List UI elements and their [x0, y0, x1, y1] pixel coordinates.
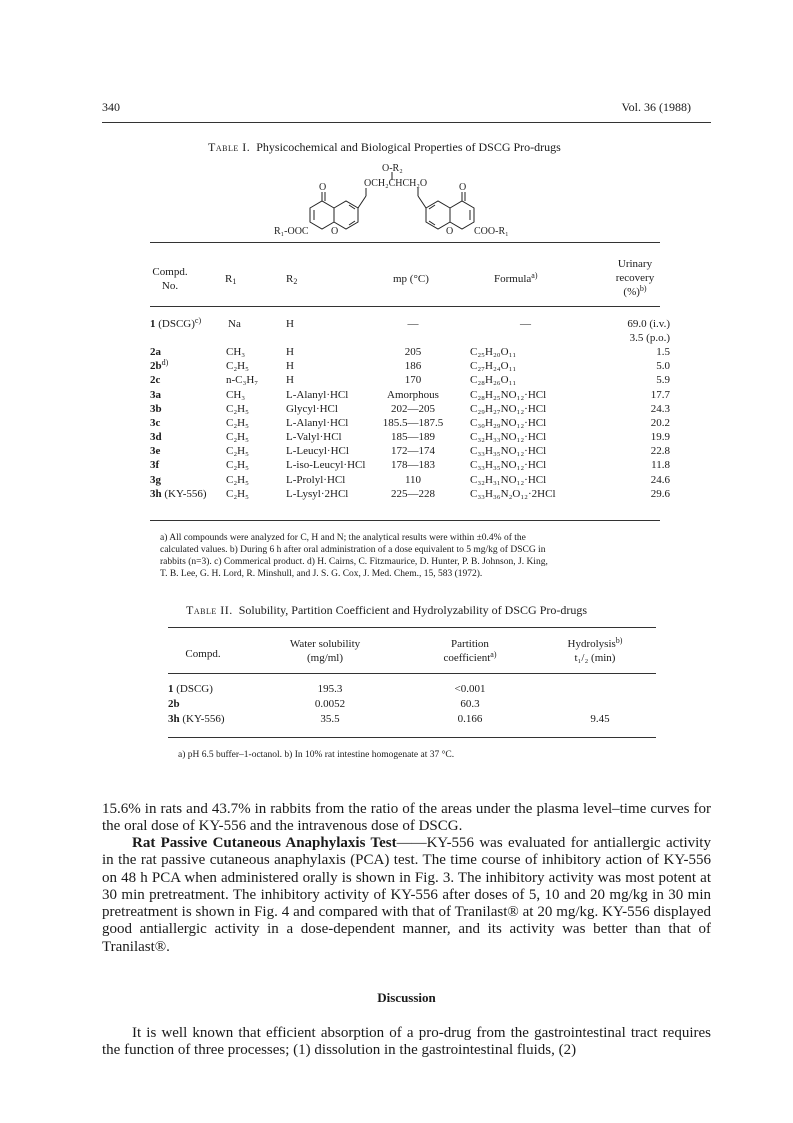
right-benzene-ring	[426, 201, 450, 229]
table2-header-water: Water solubility (mg/ml)	[289, 638, 361, 664]
table2-row-partition: <0.001	[454, 683, 486, 695]
table1-row-urinary: 17.7	[650, 389, 670, 401]
table1-row-r2: L-Valyl·HCl	[286, 431, 342, 443]
table1-row-r2: H	[286, 374, 294, 386]
table1-row-urinary: 19.9	[650, 431, 670, 443]
right-ring-oxygen: O	[446, 226, 454, 237]
table1-row-compd	[150, 459, 159, 472]
chemical-structure	[270, 160, 550, 240]
paragraph-1: 15.6% in rats and 43.7% in rabbits from the ratio of the areas under the plasma level–time curves for the oral dose of KY-556 and the intravenous dose of DSCG.	[102, 801, 711, 835]
compd-number: 3g	[150, 474, 161, 486]
table1-row-mp: 185.5—187.5	[382, 417, 444, 429]
table1-row-urinary: 20.2	[650, 417, 670, 429]
table1-row-compd	[150, 318, 201, 331]
paragraph-2-text: ——KY-556 was evaluated for antiallergic activity in the rat passive cutaneous anaphylaxis (PCA) test. The time course of inhibitory action of KY-556 on 48 h PCA when administered orally is shown in Fig. 3. The inhibitory activity was most potent at 30 min pretreatment. The inhibitory activity of KY-556 after doses of 5, 10 and 20 mg/kg in 30 min pretreatment is shown in Fig. 4 and compared with that of Tranilast® at 20 mg/kg. KY-556 displayed good antiallergic activity in a dose-dependent manner, and its activity was better than that of Tranilast®.	[102, 835, 711, 955]
table1-row-formula: C₃₂H₃₃NO₁₂·HCl	[470, 431, 547, 443]
table1-row-formula: C₃₃H₃₅NO₁₂·HCl	[470, 459, 547, 471]
table1-row-urinary-oral: 3.5 (p.o.)	[629, 332, 670, 344]
table2-bottom-rule	[168, 737, 656, 738]
table1-row-mp: 178—183	[391, 459, 435, 471]
table1-row-mp: 185—189	[391, 431, 435, 443]
table1-row-r1: Na	[228, 318, 241, 330]
table1-row-formula: C₃₃H₃₆N₂O₁₂·2HCl	[470, 488, 556, 500]
table1-footnote: a) All compounds were analyzed for C, H and N; the analytical results were within ±0.4% of the calculated values. b) During 6 h after oral administration of a dose equivalent to 5 mg/kg of DSCG in rabbits (n=3). c) Commerical product. d) H. Cairns, C. Fitzmaurice, D. Hunter, P. B. Johnson, J. King, T. B. Lee, G. H. Lord, R. Minshull, and J. S. G. Cox, J. Med. Chem., 15, 583 (1972).	[160, 533, 548, 579]
table1-header-rule	[150, 306, 660, 307]
table1-row-mp: —	[407, 318, 419, 330]
compd-number: 3b	[150, 403, 162, 415]
table2-label: Table II.	[186, 603, 233, 617]
compd-number: 3h	[168, 713, 180, 725]
table1-row-urinary: 1.5	[656, 346, 670, 358]
compd-number: 1	[150, 318, 156, 330]
paragraph-3: It is well known that efficient absorption of a pro-drug from the gastrointestinal tract requires the function of three processes; (1) dissolution in the gastrointestinal fluids, (2)	[102, 1025, 711, 1059]
compd-number: 3h	[150, 488, 162, 500]
compd-suffix: (DSCG)	[173, 683, 213, 695]
structure-drawing	[270, 160, 550, 240]
compd-number: 2c	[150, 374, 161, 386]
table1-row-r2: Glycyl·HCl	[286, 403, 338, 415]
table1-row-mp: 225—228	[391, 488, 435, 500]
table1-row-urinary: 11.8	[651, 459, 670, 471]
table2-row-compd	[168, 713, 225, 726]
compd-number: 3a	[150, 389, 161, 401]
table1-row-compd	[150, 360, 168, 373]
table1-row-r2: L-iso-Leucyl·HCl	[286, 459, 366, 471]
compd-number: 2b	[168, 698, 180, 710]
table1-row-mp: 110	[404, 474, 422, 486]
table2-header-rule	[168, 673, 656, 674]
table1-row-mp: 172—174	[391, 445, 435, 457]
table1-row-mp: 205	[404, 346, 422, 358]
table1-row-r2: H	[286, 346, 294, 358]
compd-suffix: (KY-556)	[179, 713, 225, 725]
table1-row-compd	[150, 403, 162, 416]
table1-row-formula: C₂₈H₂₅NO₁₂·HCl	[470, 389, 547, 401]
table1-row-compd	[150, 346, 161, 359]
table1-row-r1: CH₃	[226, 389, 246, 401]
table2-header-compd: Compd.	[185, 648, 221, 660]
table1-row-compd	[150, 431, 162, 444]
table1-row-urinary: 5.0	[656, 360, 670, 372]
table2-caption	[186, 603, 587, 618]
table2-header-hydrolysis: Hydrolysis$^{b)}$ t₁/₂ (min)	[567, 636, 623, 664]
table1-row-urinary: 24.6	[650, 474, 670, 486]
left-ester-label: R₁-OOC	[274, 226, 309, 237]
table1-row-formula: C₂₈H₂₆O₁₁	[470, 374, 517, 386]
left-carbonyl-o: O	[319, 182, 327, 193]
paragraph-2-heading: Rat Passive Cutaneous Anaphylaxis Test	[132, 835, 397, 851]
table1-row-r2: H	[286, 318, 294, 330]
table1-row-mp: 170	[404, 374, 422, 386]
paragraph-2	[102, 835, 711, 956]
table1-row-compd	[150, 389, 161, 402]
table1-row-r2: L-Alanyl·HCl	[286, 417, 349, 429]
table1-row-formula: C₂₅H₂₀O₁₁	[470, 346, 517, 358]
table1-row-mp: 202—205	[391, 403, 435, 415]
table1-header-formula: Formula$^{a)}$	[494, 271, 538, 285]
page-number: 340	[102, 100, 120, 114]
left-ring-oxygen: O	[331, 226, 339, 237]
compd-suffix: (DSCG)	[155, 318, 195, 330]
table2-header-partition: Partition coefficient$^{a)}$	[443, 638, 497, 664]
table1-row-r1: C₂H₅	[226, 459, 249, 471]
compd-number: 2b	[150, 360, 162, 372]
table1-row-r2: L-Leucyl·HCl	[286, 445, 349, 457]
table2-row-water: 195.3	[317, 683, 343, 695]
table1-header-urinary: Urinary recovery (%)$^{b)}$	[615, 258, 655, 298]
table1-row-formula: C₃₃H₃₅NO₁₂·HCl	[470, 445, 547, 457]
table1-row-r1: C₂H₅	[226, 445, 249, 457]
table1-row-compd	[150, 417, 160, 430]
table1-row-r1: C₂H₅	[226, 431, 249, 443]
table2-row-water: 0.0052	[314, 698, 346, 710]
table1-row-r2: L-Alanyl·HCl	[286, 389, 349, 401]
table1-row-r1: CH₃	[226, 346, 246, 358]
compd-footnote-ref: c)	[194, 316, 202, 325]
table1-row-urinary: 69.0 (i.v.)	[627, 318, 670, 330]
table2-row-compd	[168, 698, 180, 711]
table1-row-r1: C₂H₅	[226, 488, 249, 500]
right-ester-label: COO-R₁	[474, 226, 509, 237]
table1-header-compd: Compd. No.	[152, 266, 188, 292]
table1-top-rule	[150, 242, 660, 243]
table1-row-formula: C₃₀H₂₉NO₁₂·HCl	[470, 417, 547, 429]
table1-header-r2: $R_2$	[286, 273, 298, 286]
r2-group-label: O-R₂	[382, 163, 403, 174]
compd-number: 1	[168, 683, 174, 695]
table1-row-r1: C₂H₅	[226, 403, 249, 415]
table1-row-formula: C₂₉H₂₇NO₁₂·HCl	[470, 403, 547, 415]
right-carbonyl-o: O	[459, 182, 467, 193]
table1-label: Table I.	[208, 140, 251, 154]
table1-row-r1: n-C₃H₇	[226, 374, 259, 386]
table1-row-urinary: 5.9	[656, 374, 670, 386]
compd-footnote-ref: d)	[161, 358, 169, 367]
table1-row-compd	[150, 474, 161, 487]
table2-row-partition: 0.166	[457, 713, 483, 725]
compd-number: 3d	[150, 431, 162, 443]
table2-row-partition: 60.3	[460, 698, 480, 710]
compd-suffix: (KY-556)	[161, 488, 207, 500]
section-title-discussion: Discussion	[377, 990, 436, 1005]
table1-row-formula: —	[520, 318, 531, 330]
table1-row-compd	[150, 488, 207, 501]
table2-footnote: a) pH 6.5 buffer–1-octanol. b) In 10% rat intestine homogenate at 37 °C.	[178, 750, 455, 760]
table1-row-urinary: 29.6	[650, 488, 670, 500]
volume-label: Vol. 36 (1988)	[621, 100, 691, 114]
table2-title: Solubility, Partition Coefficient and Hydrolyzability of DSCG Pro-drugs	[238, 603, 588, 617]
table1-row-formula: C₂₇H₂₄O₁₁	[470, 360, 517, 372]
table1-header-mp: mp (°C)	[393, 273, 429, 285]
compd-number: 3f	[150, 459, 160, 471]
compd-number: 3c	[150, 417, 161, 429]
table1-row-formula: C₃₂H₃₁NO₁₂·HCl	[470, 474, 547, 486]
compd-number: 2a	[150, 346, 161, 358]
table1-row-r1: C₂H₅	[226, 417, 249, 429]
table1-caption	[208, 140, 561, 155]
table1-row-r2: L-Prolyl·HCl	[286, 474, 346, 486]
table2-row-hydrolysis: 9.45	[590, 713, 610, 725]
table1-row-r1: C₂H₅	[226, 474, 249, 486]
table1-row-compd	[150, 445, 160, 458]
left-benzene-ring	[334, 201, 358, 229]
table1-bottom-rule	[150, 520, 660, 521]
table1-row-r2: L-Lysyl·2HCl	[286, 488, 349, 500]
header-rule	[102, 122, 711, 123]
table1-row-compd	[150, 374, 160, 387]
table1-row-urinary: 22.8	[650, 445, 670, 457]
table1-row-r2: H	[286, 360, 294, 372]
table1-header-r1: $R_1$	[225, 273, 237, 286]
table2-row-compd	[168, 683, 213, 696]
table1-row-urinary: 24.3	[650, 403, 670, 415]
compd-number: 3e	[150, 445, 161, 457]
table2-row-water: 35.5	[320, 713, 340, 725]
table1-row-r1: C₂H₅	[226, 360, 249, 372]
table1-row-mp: Amorphous	[387, 389, 439, 401]
table1-title: Physicochemical and Biological Properties of DSCG Pro-drugs	[256, 140, 561, 154]
linker-label: OCH₂CHCH₂O	[364, 178, 428, 189]
table1-row-mp: 186	[404, 360, 422, 372]
table2-top-rule	[168, 627, 656, 628]
